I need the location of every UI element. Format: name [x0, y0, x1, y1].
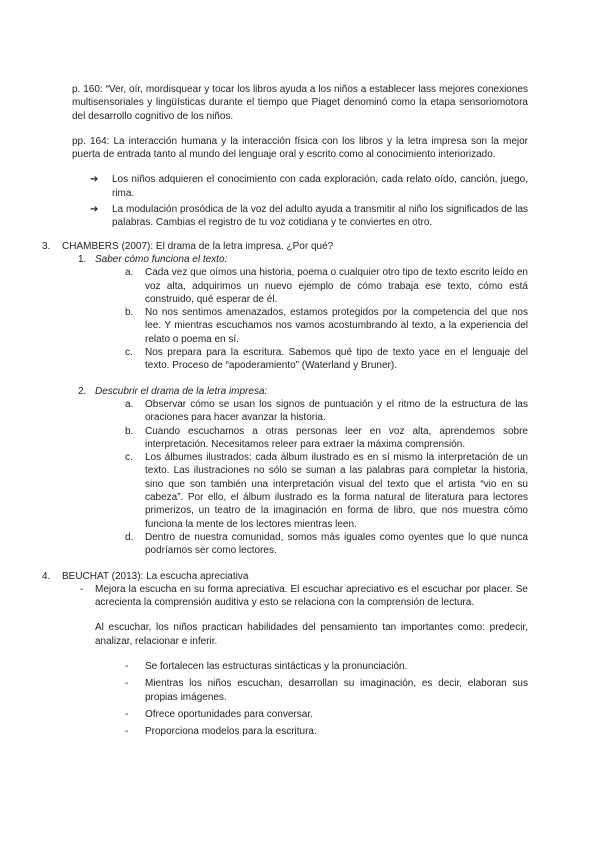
list-item-text: Ofrece oportunidades para conversar.	[145, 708, 313, 720]
list-item	[90, 173, 528, 200]
list-item-text: Los niños adquieren el conocimiento con cada exploración, cada relato oído, canción, juego, rima.	[112, 174, 528, 199]
subsection-number: 2.	[78, 385, 87, 397]
subsection-heading	[78, 385, 528, 398]
item-letter: c.	[125, 452, 133, 464]
list-item-text: Nos prepara para la escritura. Sabemos qué tipo de texto yace en el lenguaje del texto. Proceso de “apoderamiento” (Waterland y Bruner).	[145, 347, 528, 372]
quote-p160: p. 160: “Ver, oír, mordisquear y tocar los libros ayuda a los niños a establecer lass mejores conexiones multisensoriales y lingüísticas durante el tiempo que Piaget denominó como la etapa sensoriomotora del desarrollo cognitivo de los niños.	[72, 84, 528, 122]
dash-bullet-icon: -	[125, 726, 129, 738]
dash-bullet-icon: -	[125, 660, 129, 672]
list-item-text: La modulación prosódica de la voz del adulto ayuda a transmitir al niño los significados de las palabras. Cambias el registro de tu voz cotidiana y te conviertes en otro.	[112, 204, 528, 229]
subsection-title: Saber cómo funciona el texto:	[95, 253, 228, 265]
item-letter: b.	[125, 307, 134, 319]
list-item	[125, 708, 528, 721]
subsection-number: 1.	[78, 253, 87, 265]
list-item-text: Se fortalecen las estructuras sintácticas y la pronunciación.	[145, 660, 408, 672]
list-item	[125, 398, 528, 425]
item-letter: a.	[125, 398, 134, 410]
list-item	[90, 203, 528, 230]
list-item-text: Dentro de nuestra comunidad, somos más iguales como oyentes que lo que nunca podríamos ser como lectores.	[145, 531, 528, 557]
section-title: CHAMBERS (2007): El drama de la letra impresa. ¿Por qué?	[62, 240, 334, 252]
list-item	[125, 660, 528, 673]
list-item-text: Cada vez que oímos una historia, poema o cualquier otro tipo de texto escrito leído en voz alta, adquirimos un nuevo ejemplo de cómo trabaja ese texto, cómo está construido, qué esperar de él.	[145, 267, 528, 305]
list-item-text: No nos sentimos amenazados, estamos protegidos por la competencia del que nos lee. Y mientras escuchamos nos vamos acostumbrando al texto, a la experiencia del relato o poema en sí.	[145, 307, 528, 345]
section-number: 4.	[42, 570, 51, 582]
dash-bullet-icon: -	[80, 583, 84, 595]
list-item	[125, 346, 528, 373]
arrow-bullet-icon: ➔	[90, 174, 99, 186]
list-item	[125, 266, 528, 306]
list-item-text: Observar cómo se usan los signos de puntuación y el ritmo de la estructura de las oraciones para hacer avanzar la historia.	[145, 398, 528, 424]
list-item	[80, 583, 528, 610]
list-item-text: Cuando escuchamos a otras personas leer en voz alta, aprendemos sobre interpretación. Necesitamos releer para extraer la máxima comprensión.	[145, 425, 528, 450]
list-item-text: Mejora la escucha en su forma apreciativa. El escuchar apreciativo es el escuchar por placer. Se acrecienta la comprensión auditiva y esto se relaciona con la comprensión de lectura.	[95, 583, 528, 609]
list-item	[125, 725, 528, 738]
dash-bullet-icon: -	[125, 708, 129, 720]
item-letter: a.	[125, 267, 134, 279]
quote-p164: pp. 164: La interacción humana y la interacción física con los libros y la letra impresa son la mejor puerta de entrada tanto al mundo del lenguaje oral y escrito como al conocimiento interiorizado.	[72, 135, 528, 161]
continuation-paragraph: Al escuchar, los niños practican habilidades del pensamiento tan importantes como: predecir, analizar, relacionar e inferir.	[95, 622, 528, 647]
section-beuchat	[40, 570, 528, 739]
subsection-heading	[78, 253, 528, 266]
list-item	[125, 451, 528, 531]
subsection-title: Descubrir el drama de la letra impresa:	[95, 385, 268, 397]
section-number: 3.	[42, 240, 51, 252]
dash-bullet-icon: -	[125, 678, 129, 690]
item-letter: b.	[125, 425, 134, 437]
section-heading	[42, 570, 528, 583]
section-title: BEUCHAT (2013): La escucha apreciativa	[62, 570, 249, 582]
item-letter: c.	[125, 347, 133, 359]
list-item	[125, 531, 528, 558]
list-item-text: Mientras los niños escuchan, desarrollan su imaginación, es decir, elaboran sus propias imágenes.	[145, 678, 528, 703]
arrow-bullet-list	[40, 173, 528, 229]
item-letter: d.	[125, 531, 134, 543]
section-heading	[42, 240, 528, 253]
arrow-bullet-icon: ➔	[90, 204, 99, 216]
list-item	[125, 425, 528, 452]
list-item-text: Los álbumes ilustrados: cada álbum ilustrado es en sí mismo la interpretación de un texto. Las ilustraciones no sólo se suman a las palabras para completar la historia, sino que son también una interpretación visual del texto que el artista “vio en su cabeza”. Por ello, el álbum ilustrado es la forma natural de literatura para lectores primerizos, un teatro de la imaginación en forma de libro, que nos muestra cómo funciona la mente de los lectores mientras leen.	[145, 452, 528, 530]
section-chambers	[40, 240, 528, 558]
list-item	[125, 677, 528, 704]
list-item-text: Proporciona modelos para la escritura.	[145, 726, 317, 738]
list-item	[125, 306, 528, 346]
